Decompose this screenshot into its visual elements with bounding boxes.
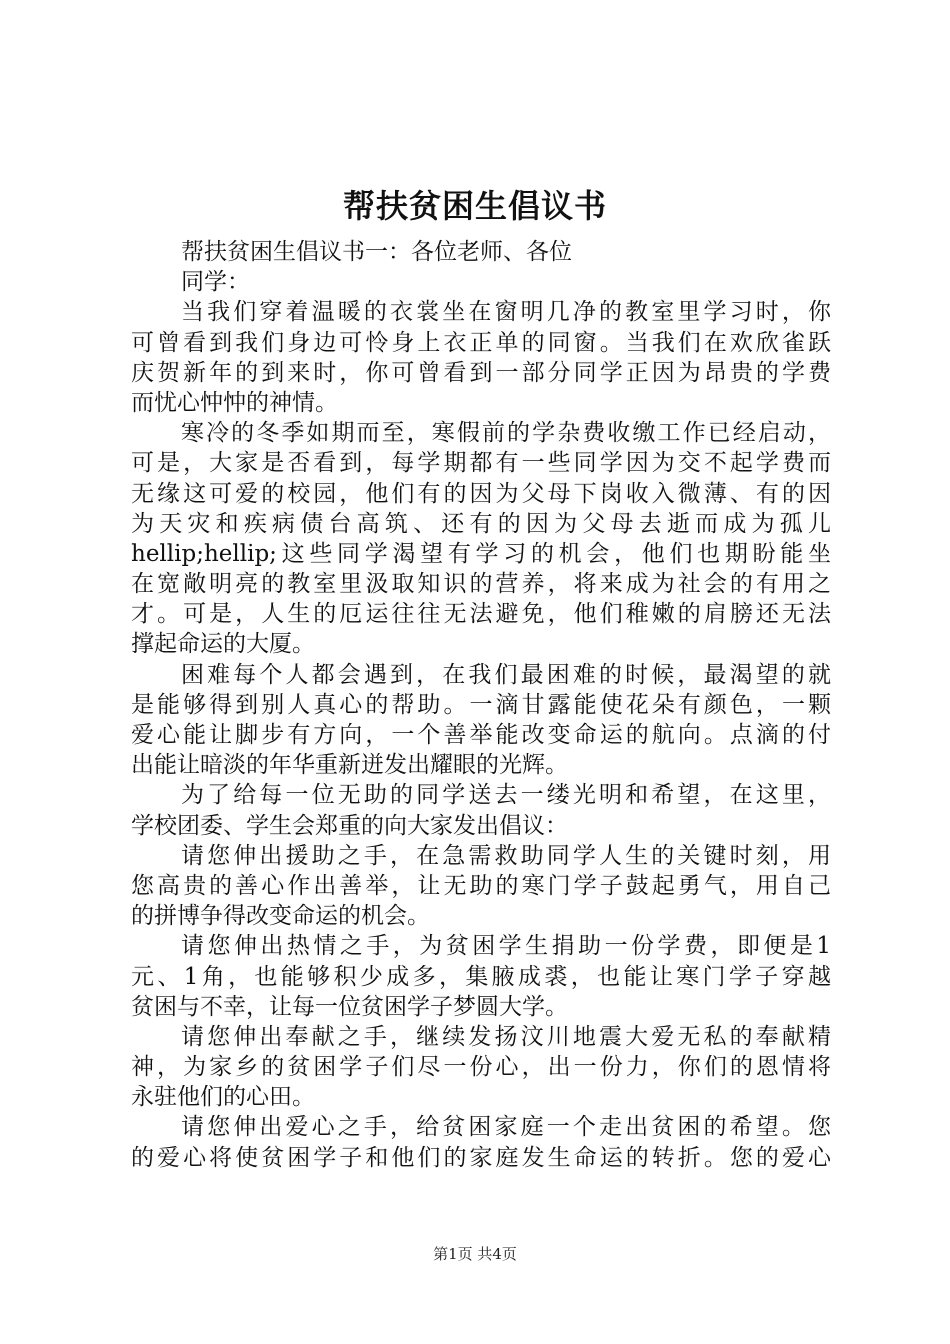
body-line: 贫困与不幸，让每一位贫困学子梦圆大学。 [131, 993, 568, 1020]
body-line: 可曾看到我们身边可怜身上衣正单的同窗。当我们在欢欣雀跃 [131, 329, 831, 356]
document-body [131, 237, 831, 1173]
body-line: 困难每个人都会遇到，在我们最困难的时候，最渴望的就 [181, 661, 831, 688]
body-line: 永驻他们的心田。 [131, 1084, 315, 1111]
body-line: 学校团委、学生会郑重的向大家发出倡议： [131, 812, 568, 839]
body-line: 爱心能让脚步有方向，一个善举能改变命运的航向。点滴的付 [131, 722, 831, 748]
body-line: 是能够得到别人真心的帮助。一滴甘露能使花朵有颜色，一颗 [131, 691, 831, 718]
body-line: 您高贵的善心作出善举，让无助的寒门学子鼓起勇气，用自己 [131, 872, 831, 899]
page-number-footer: 第1页 共4页 [433, 1245, 517, 1263]
body-line: 无缘这可爱的校园，他们有的因为父母下岗收入微薄、有的因 [131, 480, 831, 507]
body-line: 为了给每一位无助的同学送去一缕光明和希望，在这里， [181, 782, 831, 809]
body-line: 请您伸出热情之手，为贫困学生捐助一份学费，即便是1 [181, 933, 831, 960]
body-line: 当我们穿着温暖的衣裳坐在窗明几净的教室里学习时，你 [181, 299, 831, 326]
body-line: hellip;hellip;这些同学渴望有学习的机会，他们也期盼能坐 [131, 540, 831, 567]
body-line: 同学： [181, 269, 250, 296]
body-line: 而忧心忡忡的神情。 [131, 389, 338, 416]
body-line: 帮扶贫困生倡议书一：各位老师、各位 [181, 239, 572, 265]
body-line: 请您伸出援助之手，在急需救助同学人生的关键时刻，用 [181, 842, 831, 869]
document-title: 帮扶贫困生倡议书 [342, 187, 607, 225]
body-line: 请您伸出奉献之手，继续发扬汶川地震大爱无私的奉献精 [181, 1023, 831, 1050]
body-line: 庆贺新年的到来时，你可曾看到一部分同学正因为昂贵的学费 [131, 359, 831, 386]
body-line: 元、1角，也能够积少成多，集腋成裘，也能让寒门学子穿越 [131, 963, 831, 990]
body-line: 撑起命运的大厦。 [131, 631, 315, 658]
body-line: 神，为家乡的贫困学子们尽一份心，出一份力，你们的恩情将 [131, 1054, 831, 1081]
body-line: 可是，大家是否看到，每学期都有一些同学因为交不起学费而 [131, 450, 831, 477]
body-line: 为天灾和疾病债台高筑、还有的因为父母去逝而成为孤儿 [131, 510, 831, 537]
body-line: 的拼博争得改变命运的机会。 [131, 903, 430, 930]
body-line: 在宽敞明亮的教室里汲取知识的营养，将来成为社会的有用之 [131, 571, 831, 598]
body-line: 的爱心将使贫困学子和他们的家庭发生命运的转折。您的爱心 [131, 1144, 831, 1171]
body-line: 才。可是，人生的厄运往往无法避免，他们稚嫩的肩膀还无法 [131, 601, 831, 628]
body-line: 请您伸出爱心之手，给贫困家庭一个走出贫困的希望。您 [181, 1114, 831, 1141]
body-line: 出能让暗淡的年华重新迸发出耀眼的光辉。 [131, 752, 568, 779]
body-line: 寒冷的冬季如期而至，寒假前的学杂费收缴工作已经启动， [181, 420, 831, 447]
